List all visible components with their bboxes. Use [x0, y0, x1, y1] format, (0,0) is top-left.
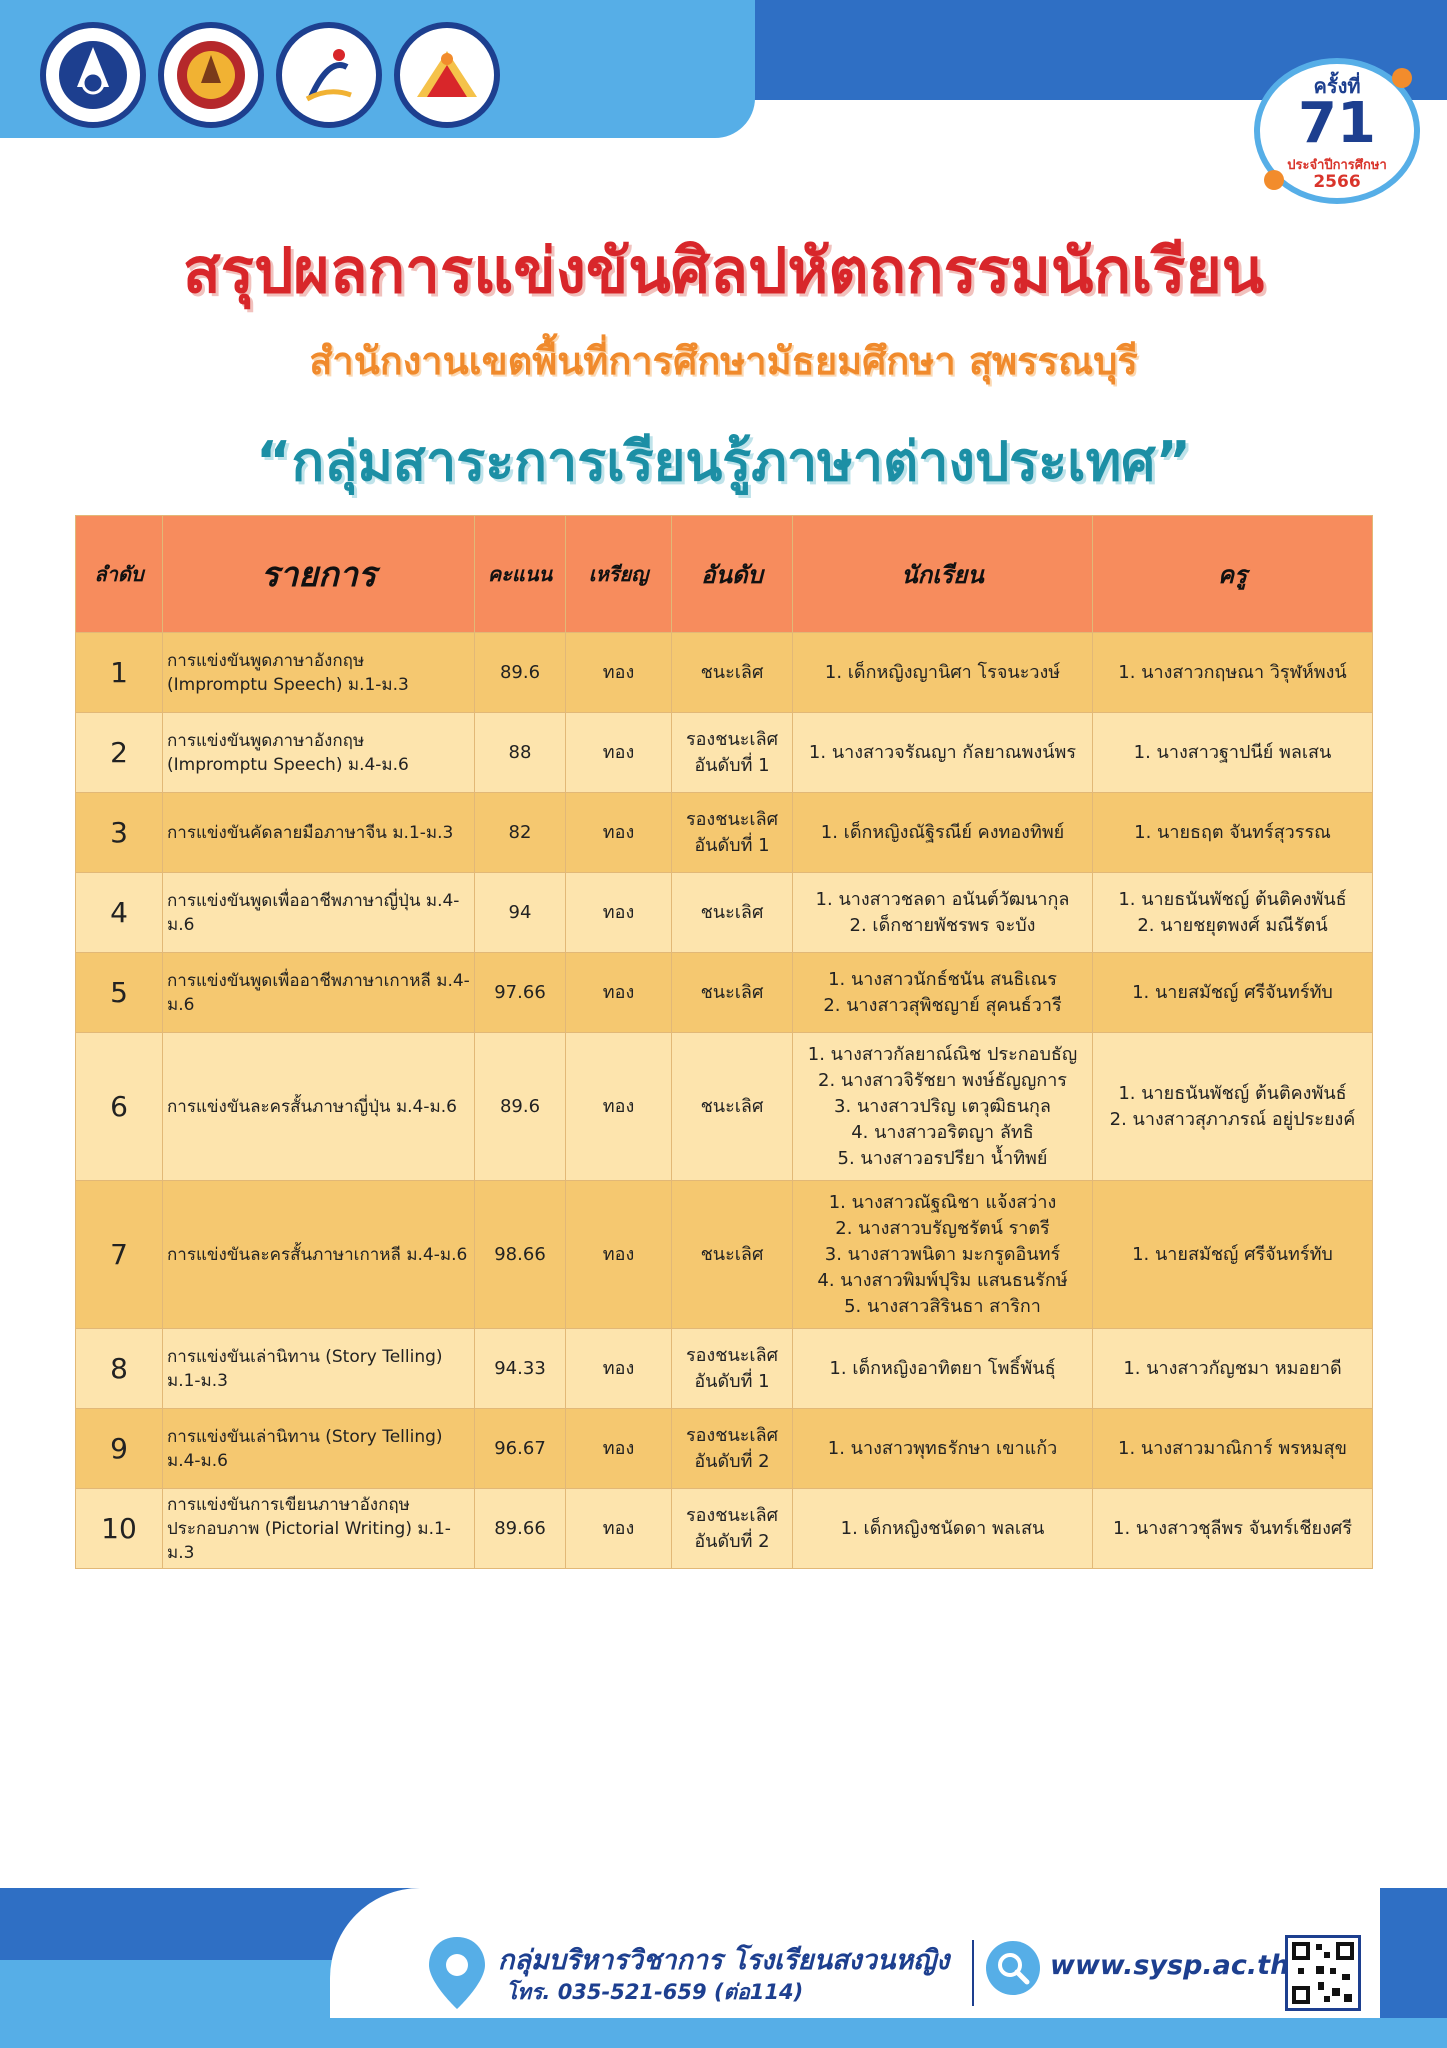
office-title: สำนักงานเขตพื้นที่การศึกษามัธยมศึกษา สุพรรณบุรี [309, 339, 1138, 383]
table-row [76, 1409, 1373, 1489]
teacher-name: 1. นายธนันพัชญ์ ต้นติคงพันธ์ [1118, 888, 1347, 910]
student-name: 1. นางสาวณัฐณิชา แจ้งสว่าง [828, 1191, 1057, 1213]
cell-score: 89.6 [475, 633, 566, 713]
student-name: 2. นางสาวจิรัชยา พงษ์ธัญญการ [818, 1069, 1067, 1091]
student-name: 2. นางสาวสุพิชญาย์ สุคนธ์วารี [823, 994, 1062, 1016]
logo-row [40, 22, 500, 128]
cell-rank: รองชนะเลิศ อันดับที่ 2 [672, 1409, 793, 1489]
cell-score: 94.33 [475, 1329, 566, 1409]
badge-sublabel: ประจำปีการศึกษา [1287, 158, 1387, 173]
cell-students [793, 633, 1093, 713]
student-name: 1. นางสาวจรัณญา กัลยาณพงน์พร [808, 741, 1077, 763]
cell-teachers [1093, 1329, 1373, 1409]
table-row [76, 633, 1373, 713]
cell-rank: ชนะเลิศ [672, 953, 793, 1033]
badge-year: 2566 [1313, 172, 1361, 192]
teacher-name: 1. นางสาวกัญชมา หมอยาดี [1123, 1357, 1342, 1379]
student-name: 2. นางสาวบรัญชรัตน์ ราตรี [835, 1217, 1050, 1239]
cell-rank: ชนะเลิศ [672, 873, 793, 953]
student-name: 2. เด็กชายพัชรพร จะบัง [849, 914, 1036, 936]
teacher-name: 1. นางสาวกฤษณา วิรุฬห์พงน์ [1118, 661, 1347, 683]
edition-badge [1252, 56, 1422, 206]
table-row [76, 713, 1373, 793]
cell-item: การแข่งขันพูดเพื่ออาชีพภาษาญี่ปุ่น ม.4-ม.6 [163, 873, 475, 953]
cell-item: การแข่งขันเล่านิทาน (Story Telling) ม.4-ม.6 [163, 1409, 475, 1489]
cell-item: การแข่งขันพูดเพื่ออาชีพภาษาเกาหลี ม.4-ม.6 [163, 953, 475, 1033]
student-name: 1. นางสาวกัลยาณ์ณิช ประกอบธัญ [807, 1043, 1078, 1065]
logo-3 [276, 22, 382, 128]
cell-students [793, 1181, 1093, 1329]
teacher-name: 1. นางสาวชุลีพร จันทร์เชียงศรี [1113, 1517, 1352, 1539]
footer-website[interactable]: www.sysp.ac.th [1050, 1950, 1290, 1981]
student-name: 3. นางสาวปริญ เตวุฒิธนกุล [834, 1095, 1051, 1117]
cell-medal: ทอง [566, 633, 672, 713]
student-name: 1. นางสาวพุทธรักษา เขาแก้ว [827, 1437, 1058, 1459]
cell-rank: รองชนะเลิศ อันดับที่ 1 [672, 793, 793, 873]
cell-score: 96.67 [475, 1409, 566, 1489]
cell-score: 88 [475, 713, 566, 793]
teacher-name: 1. นายธนันพัชญ์ ต้นติคงพันธ์ [1118, 1082, 1347, 1104]
group-title: “กลุ่มสาระการเรียนรู้ภาษาต่างประเทศ” [256, 430, 1191, 493]
logo-4 [394, 22, 500, 128]
student-name: 4. นางสาวอริตญา ลัทธิ [851, 1121, 1034, 1143]
cell-no: 10 [76, 1489, 163, 1569]
cell-teachers [1093, 1181, 1373, 1329]
cell-no: 6 [76, 1033, 163, 1181]
cell-medal: ทอง [566, 1489, 672, 1569]
teacher-name: 1. นายสมัชญ์ ศรีจันทร์ทับ [1132, 1243, 1333, 1265]
badge-number: 71 [1298, 91, 1376, 156]
cell-medal: ทอง [566, 1033, 672, 1181]
student-name: 3. นางสาวพนิดา มะกรูดอินทร์ [824, 1243, 1061, 1265]
table-row [76, 953, 1373, 1033]
cell-score: 98.66 [475, 1181, 566, 1329]
header-teachers: ครู [1093, 516, 1373, 633]
logo-2 [158, 22, 264, 128]
cell-score: 97.66 [475, 953, 566, 1033]
header-no: ลำดับ [76, 516, 163, 633]
teacher-name: 2. นางสาวสุภาภรณ์ อยู่ประยงค์ [1109, 1108, 1356, 1130]
cell-no: 2 [76, 713, 163, 793]
cell-rank: รองชนะเลิศ อันดับที่ 1 [672, 713, 793, 793]
cell-students [793, 873, 1093, 953]
cell-medal: ทอง [566, 713, 672, 793]
cell-no: 3 [76, 793, 163, 873]
cell-students [793, 953, 1093, 1033]
header-rank: อันดับ [672, 516, 793, 633]
header-medal: เหรียญ [566, 516, 672, 633]
table-row [76, 793, 1373, 873]
cell-medal: ทอง [566, 1329, 672, 1409]
student-name: 4. นางสาวพิมพ์ปุริม แสนธนรักษ์ [817, 1269, 1068, 1291]
header-students: นักเรียน [793, 516, 1093, 633]
teacher-name: 1. นายสมัชญ์ ศรีจันทร์ทับ [1132, 981, 1333, 1003]
cell-teachers [1093, 713, 1373, 793]
student-name: 1. เด็กหญิงชนัดดา พลเสน [840, 1517, 1045, 1539]
student-name: 1. นางสาวนักธ์ชนัน สนธิเณร [828, 968, 1057, 990]
cell-medal: ทอง [566, 873, 672, 953]
cell-rank: ชนะเลิศ [672, 633, 793, 713]
cell-students [793, 713, 1093, 793]
teacher-name: 2. นายชยุตพงศ์ มณีรัตน์ [1137, 914, 1328, 936]
table-header-row [76, 516, 1373, 633]
table-row [76, 1033, 1373, 1181]
cell-teachers [1093, 633, 1373, 713]
table-row [76, 1329, 1373, 1409]
cell-medal: ทอง [566, 953, 672, 1033]
cell-no: 8 [76, 1329, 163, 1409]
qr-code [1285, 1935, 1361, 2011]
student-name: 1. เด็กหญิงอาทิตยา โพธิ์พันธุ์ [829, 1357, 1056, 1379]
cell-score: 82 [475, 793, 566, 873]
header-item: รายการ [163, 516, 475, 633]
cell-item: การแข่งขันพูดภาษาอังกฤษ (Impromptu Speech) ม.4-ม.6 [163, 713, 475, 793]
student-name: 1. เด็กหญิงญานิศา โรจนะวงษ์ [824, 661, 1061, 683]
location-pin-icon [425, 1935, 489, 2011]
cell-rank: รองชนะเลิศ อันดับที่ 2 [672, 1489, 793, 1569]
cell-rank: ชนะเลิศ [672, 1181, 793, 1329]
cell-students [793, 1409, 1093, 1489]
table-row [76, 1181, 1373, 1329]
header-score: คะแนน [475, 516, 566, 633]
cell-item: การแข่งขันพูดภาษาอังกฤษ (Impromptu Speech) ม.1-ม.3 [163, 633, 475, 713]
cell-score: 89.6 [475, 1033, 566, 1181]
teacher-name: 1. นางสาวมาณิการ์ พรหมสุข [1118, 1437, 1347, 1459]
cell-students [793, 1489, 1093, 1569]
cell-teachers [1093, 1033, 1373, 1181]
cell-medal: ทอง [566, 1409, 672, 1489]
student-name: 1. นางสาวชลดา อนันต์วัฒนากุล [815, 888, 1070, 910]
main-title: สรุปผลการแข่งขันศิลปหัตถกรรมนักเรียน [182, 234, 1265, 307]
search-icon [985, 1940, 1041, 1996]
cell-item: การแข่งขันการเขียนภาษาอังกฤษประกอบภาพ (Pictorial Writing) ม.1-ม.3 [163, 1489, 475, 1569]
badge-label: ครั้งที่ [1313, 74, 1361, 98]
student-name: 1. เด็กหญิงณัฐิรณีย์ คงทองทิพย์ [820, 821, 1065, 843]
footer-name: กลุ่มบริหารวิชาการ โรงเรียนสงวนหญิง [498, 1945, 950, 1976]
logo-1 [40, 22, 146, 128]
table-row [76, 1489, 1373, 1569]
cell-teachers [1093, 873, 1373, 953]
cell-no: 1 [76, 633, 163, 713]
cell-rank: รองชนะเลิศ อันดับที่ 1 [672, 1329, 793, 1409]
footer-divider [972, 1940, 974, 2006]
cell-item: การแข่งขันละครสั้นภาษาญี่ปุ่น ม.4-ม.6 [163, 1033, 475, 1181]
cell-no: 9 [76, 1409, 163, 1489]
cell-score: 94 [475, 873, 566, 953]
cell-no: 7 [76, 1181, 163, 1329]
cell-item: การแข่งขันละครสั้นภาษาเกาหลี ม.4-ม.6 [163, 1181, 475, 1329]
footer-strip [700, 2018, 1447, 2048]
cell-medal: ทอง [566, 793, 672, 873]
cell-item: การแข่งขันเล่านิทาน (Story Telling) ม.1-ม.3 [163, 1329, 475, 1409]
cell-students [793, 793, 1093, 873]
cell-score: 89.66 [475, 1489, 566, 1569]
cell-students [793, 1033, 1093, 1181]
cell-teachers [1093, 953, 1373, 1033]
table-body [76, 633, 1373, 1569]
cell-students [793, 1329, 1093, 1409]
cell-no: 4 [76, 873, 163, 953]
cell-no: 5 [76, 953, 163, 1033]
teacher-name: 1. นางสาวฐาปนีย์ พลเสน [1133, 741, 1332, 763]
cell-item: การแข่งขันคัดลายมือภาษาจีน ม.1-ม.3 [163, 793, 475, 873]
cell-teachers [1093, 1489, 1373, 1569]
cell-medal: ทอง [566, 1181, 672, 1329]
footer-phone: โทร. 035-521-659 (ต่อ114) [506, 1980, 804, 2004]
results-table [75, 515, 1373, 1569]
teacher-name: 1. นายธฤต จันทร์สุวรรณ [1134, 821, 1331, 843]
table-row [76, 873, 1373, 953]
student-name: 5. นางสาวอรปรียา น้ำทิพย์ [837, 1147, 1048, 1169]
cell-teachers [1093, 793, 1373, 873]
cell-teachers [1093, 1409, 1373, 1489]
student-name: 5. นางสาวสิรินธา สาริกา [844, 1295, 1041, 1317]
cell-rank: ชนะเลิศ [672, 1033, 793, 1181]
